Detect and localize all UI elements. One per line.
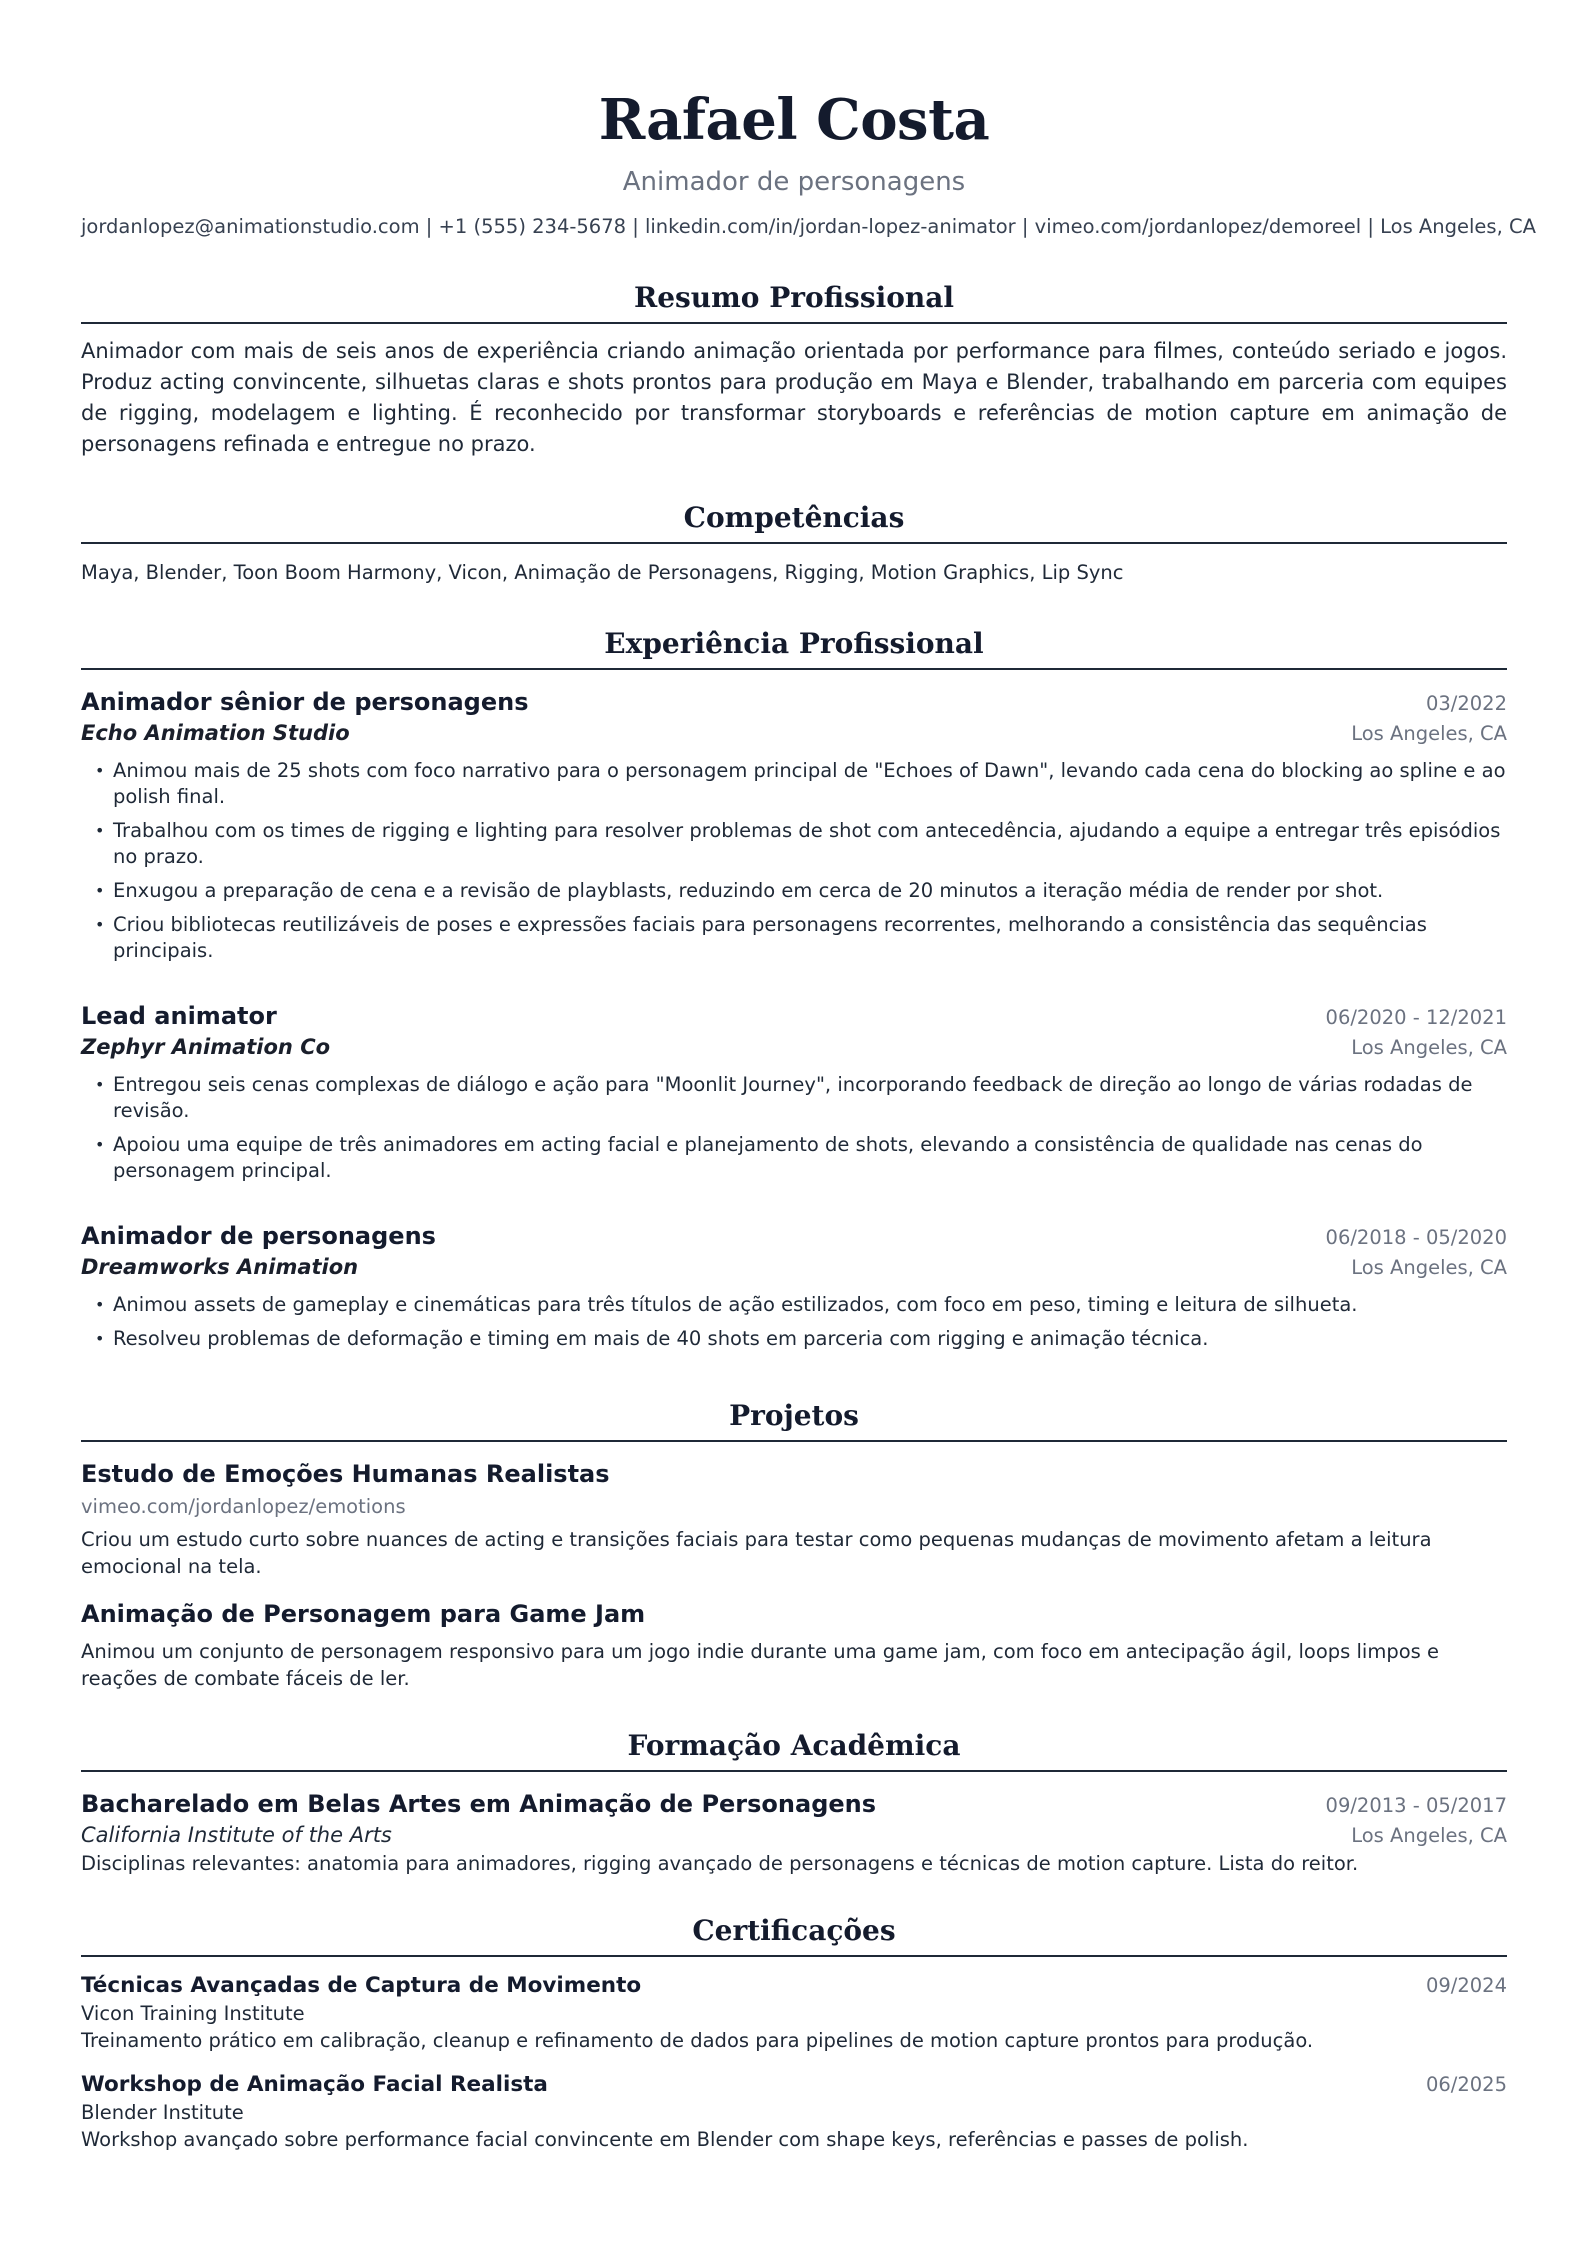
skills-text: Maya, Blender, Toon Boom Harmony, Vicon, Animação de Personagens, Rigging, Motion Graphics, Lip Sync [81, 561, 1124, 584]
job-bullet: • Animou assets de gameplay e cinemáticas para três títulos de ação estilizados, com foco em peso, timing e leitura de silhueta. [113, 1292, 1507, 1318]
contact-line: jordanlopez@animationstudio.com | +1 (555) 234-5678 | linkedin.com/in/jordan-lopez-animator | vimeo.com/jordanlopez/demoreel | Los Angeles, CA [81, 215, 1536, 238]
job-company: Dreamworks Animation [81, 1255, 359, 1279]
certification-issuer: Blender Institute [81, 2101, 244, 2124]
skills-section [81, 500, 1507, 586]
certification-description: Treinamento prático em calibração, cleanup e refinamento de dados para pipelines de motion capture prontos para produção. [81, 2029, 1314, 2052]
summary-text: Animador com mais de seis anos de experiência criando animação orientada por performance para filmes, conteúdo seriado e jogos. Produz acting convincente, silhuetas claras e shots prontos para produção em Maya e Blender, trabalhando em parceria com equipes de rigging, modelagem e lighting. É reconhecido por transformar storyboards e referências de motion capture em animação de personagens refinada e entregue no prazo. [81, 339, 1507, 456]
certification-entry [81, 2070, 1507, 2153]
project-link[interactable]: vimeo.com/jordanlopez/emotions [81, 1495, 406, 1518]
job-title: Animador sênior de personagens [81, 688, 529, 716]
project-title: Animação de Personagem para Game Jam [81, 1600, 646, 1628]
education-school: California Institute of the Arts [81, 1823, 392, 1847]
certifications-heading: Certificações [81, 1913, 1507, 1957]
job-bullet: • Resolveu problemas de deformação e timing em mais de 40 shots em parceria com rigging e animação técnica. [113, 1326, 1507, 1352]
project-title: Estudo de Emoções Humanas Realistas [81, 1460, 610, 1488]
summary-section [81, 280, 1507, 460]
education-details: Disciplinas relevantes: anatomia para animadores, rigging avançado de personagens e técnicas de motion capture. Lista do reitor. [81, 1852, 1359, 1875]
education-degree: Bacharelado em Belas Artes em Animação de Personagens [81, 1790, 877, 1818]
job-bullet: • Animou mais de 25 shots com foco narrativo para o personagem principal de "Echoes of Dawn", levando cada cena do blocking ao spline e ao polish final. [113, 758, 1507, 810]
education-entry [81, 1788, 1507, 1877]
certifications-section [81, 1913, 1507, 2153]
job-bullets [81, 1292, 1507, 1352]
job-location: Los Angeles, CA [1351, 722, 1507, 745]
candidate-name: Rafael Costa [598, 87, 990, 153]
job-date: 06/2020 - 12/2021 [1325, 1006, 1507, 1029]
job-location: Los Angeles, CA [1351, 1256, 1507, 1279]
job-entry [81, 686, 1507, 964]
summary-heading: Resumo Profissional [81, 280, 1507, 324]
job-bullets [81, 758, 1507, 964]
projects-section [81, 1398, 1507, 1692]
job-location: Los Angeles, CA [1351, 1036, 1507, 1059]
experience-section [81, 626, 1507, 1352]
certification-issuer: Vicon Training Institute [81, 2002, 305, 2025]
project-entry [81, 1598, 1507, 1692]
candidate-title: Animador de personagens [622, 167, 966, 197]
project-description: Criou um estudo curto sobre nuances de acting e transições faciais para testar como pequenas mudanças de movimento afetam a leitura emocional na tela. [81, 1528, 1432, 1578]
certification-date: 06/2025 [1425, 2073, 1507, 2096]
certification-date: 09/2024 [1425, 1974, 1507, 1997]
job-bullet: • Apoiou uma equipe de três animadores em acting facial e planejamento de shots, elevando a consistência de qualidade nas cenas do personagem principal. [113, 1132, 1507, 1184]
certification-description: Workshop avançado sobre performance facial convincente em Blender com shape keys, referências e passes de polish. [81, 2128, 1249, 2151]
job-title: Lead animator [81, 1002, 277, 1030]
job-title: Animador de personagens [81, 1222, 436, 1250]
job-company: Echo Animation Studio [81, 721, 350, 745]
certification-entry [81, 1971, 1507, 2054]
certification-title: Workshop de Animação Facial Realista [81, 2072, 548, 2097]
certification-title: Técnicas Avançadas de Captura de Movimento [81, 1973, 642, 1998]
job-bullets [81, 1072, 1507, 1184]
job-date: 03/2022 [1425, 692, 1507, 715]
job-bullet: • Enxugou a preparação de cena e a revisão de playblasts, reduzindo em cerca de 20 minutos a iteração média de render por shot. [113, 878, 1507, 904]
education-date: 09/2013 - 05/2017 [1325, 1794, 1507, 1817]
project-entry [81, 1458, 1507, 1580]
job-bullet: • Trabalhou com os times de rigging e lighting para resolver problemas de shot com antecedência, ajudando a equipe a entregar três episódios no prazo. [113, 818, 1507, 870]
job-entry [81, 1000, 1507, 1184]
experience-heading: Experiência Profissional [81, 626, 1507, 670]
job-entry [81, 1220, 1507, 1352]
skills-heading: Competências [81, 500, 1507, 544]
education-location: Los Angeles, CA [1351, 1824, 1507, 1847]
education-section [81, 1728, 1507, 1877]
projects-heading: Projetos [81, 1398, 1507, 1442]
job-company: Zephyr Animation Co [81, 1035, 331, 1059]
job-date: 06/2018 - 05/2020 [1325, 1226, 1507, 1249]
job-bullet: • Criou bibliotecas reutilizáveis de poses e expressões faciais para personagens recorrentes, melhorando a consistência das sequências principais. [113, 912, 1507, 964]
project-description: Animou um conjunto de personagem responsivo para um jogo indie durante uma game jam, com foco em antecipação ágil, loops limpos e reações de combate fáceis de ler. [81, 1640, 1439, 1690]
education-heading: Formação Acadêmica [81, 1728, 1507, 1772]
job-bullet: • Entregou seis cenas complexas de diálogo e ação para "Moonlit Journey", incorporando feedback de direção ao longo de várias rodadas de revisão. [113, 1072, 1507, 1124]
